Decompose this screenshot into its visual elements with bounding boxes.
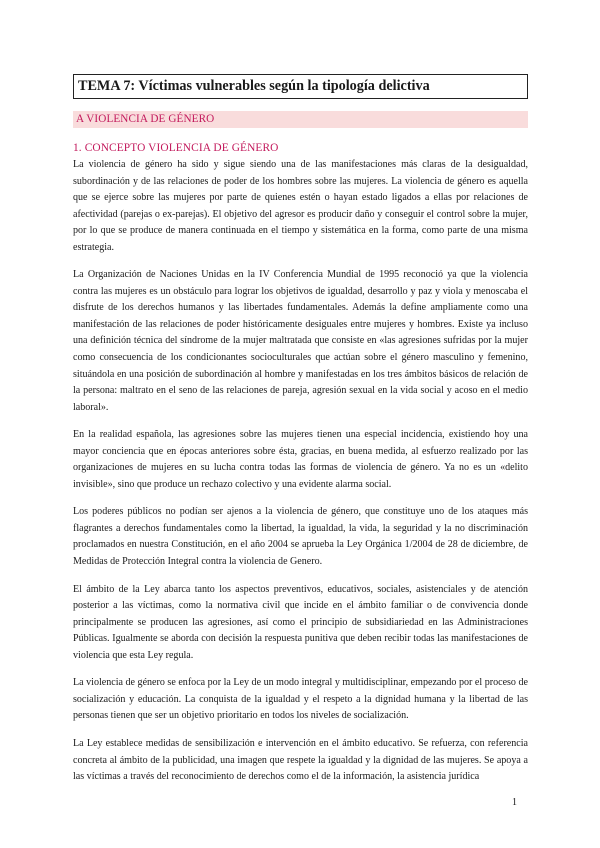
paragraph: En la realidad española, las agresiones sobre las mujeres tienen una especial incidencia, existiendo hoy una mayor conciencia que en épocas anteriores sobre ésta, gracias, en buena medida, al esfuerzo realizado por las organizaciones de mujeres en su lucha contra todas las formas de violencia de género. Ya no es un «delito invisible», sino que produce un rechazo colectivo y una evidente alarma social. [73, 429, 528, 490]
paragraph: El ámbito de la Ley abarca tanto los aspectos preventivos, educativos, sociales, asistenciales y de atención posterior a las víctimas, como la normativa civil que incide en el ámbito familiar o de convivencia donde principalmente se producen las agresiones, así como el principio de subsidiariedad en las Administraciones Públicas. Igualmente se aborda con decisión la respuesta punitiva que deben recibir todas las manifestaciones de violencia que esta Ley regula. [73, 583, 528, 661]
paragraph: La violencia de género ha sido y sigue siendo una de las manifestaciones más claras de la desigualdad, subordinación y de las relaciones de poder de los hombres sobre las mujeres. La violencia de género es aquella que se ejerce sobre las mujeres por parte de quienes estén o hayan estado ligados a ellas por relaciones de afectividad (parejas o ex-parejas). El objetivo del agresor es producir daño y conseguir el control sobre la mujer, por lo que se produce de manera continuada en el tiempo y sistemática en la forma, como parte de una misma estrategia. [73, 159, 528, 253]
page-number: 1 [512, 797, 517, 808]
document-page [73, 74, 528, 797]
paragraph: La Ley establece medidas de sensibilización e intervención en el ámbito educativo. Se refuerza, con referencia concreta al ámbito de la publicidad, una imagen que respete la igualdad y la dignidad de las mujeres. Se apoya a las víctimas a través del reconocimiento de derechos como el de la información, la asistencia jurídica [73, 737, 528, 783]
paragraph: Los poderes públicos no podían ser ajenos a la violencia de género, que constituye uno de los ataques más flagrantes a derechos fundamentales como la libertad, la igualdad, la vida, la seguridad y la no discriminación proclamados en nuestra Constitución, en el año 2004 se aprueba la Ley Orgánica 1/2004 de 28 de diciembre, de Medidas de Protección Integral contra la violencia de Genero. [73, 506, 528, 568]
paragraph: La violencia de género se enfoca por la Ley de un modo integral y multidisciplinar, empezando por el proceso de socialización y educación. La conquista de la igualdad y el respeto a la dignidad humana y la libertad de las personas tienen que ser un objetivo prioritario en todos los niveles de socialización. [73, 677, 528, 722]
document-title: TEMA 7: Víctimas vulnerables según la tipología delictiva [73, 74, 528, 99]
section-heading: A VIOLENCIA DE GÉNERO [73, 111, 528, 128]
subsection-heading: 1. CONCEPTO VIOLENCIA DE GÉNERO [73, 142, 279, 154]
paragraph: La Organización de Naciones Unidas en la IV Conferencia Mundial de 1995 reconoció ya que la violencia contra las mujeres es un obstáculo para lograr los objetivos de igualdad, desarrollo y paz y viola y menoscaba el disfrute de los derechos humanos y las libertades fundamentales. Además la define ampliamente como una manifestación de las relaciones de poder históricamente desiguales entre mujeres y hombres. Existe ya incluso una definición técnica del síndrome de la mujer maltratada que consiste en «las agresiones sufridas por la mujer como consecuencia de los condicionantes socioculturales que actúan sobre el género masculino y femenino, situándola en una posición de subordinación al hombre y manifestadas en los tres ámbitos básicos de relación de la persona: maltrato en el seno de las relaciones de pareja, agresión sexual en la vida social y acoso en el medio laboral». [73, 269, 528, 413]
